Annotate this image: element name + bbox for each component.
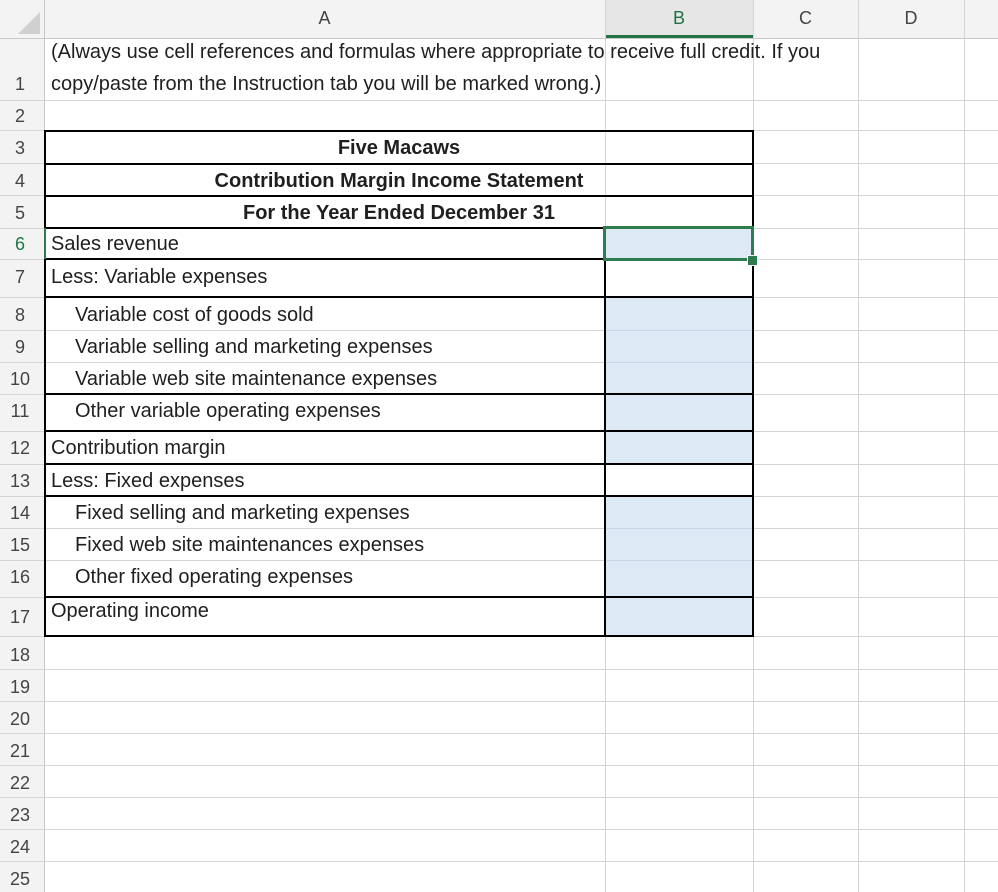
row-header-17[interactable]: 17 [9, 607, 31, 627]
column-header-d[interactable]: D [904, 8, 918, 28]
row-header-15[interactable]: 15 [9, 535, 31, 555]
row-header-6[interactable]: 6 [14, 234, 25, 254]
row-header-18[interactable]: 18 [9, 645, 31, 665]
line-item-operating-income: Operating income [51, 600, 209, 622]
select-all-triangle-icon [18, 12, 40, 34]
fill-handle[interactable] [747, 255, 758, 266]
row-header-5[interactable]: 5 [14, 203, 25, 223]
row-header-22[interactable]: 22 [9, 773, 31, 793]
column-header-c[interactable]: C [799, 8, 812, 28]
statement-period: For the Year Ended December 31 [243, 202, 555, 224]
statement-title: Contribution Margin Income Statement [214, 170, 584, 192]
row-header-4[interactable]: 4 [14, 171, 25, 191]
row-header-12[interactable]: 12 [9, 438, 31, 458]
line-item-variable-selling-marketing: Variable selling and marketing expenses [75, 336, 433, 358]
row-header-14[interactable]: 14 [9, 503, 31, 523]
row-header-25[interactable]: 25 [9, 869, 31, 889]
row-header-2[interactable]: 2 [14, 106, 25, 126]
line-item-less-fixed-expenses: Less: Fixed expenses [51, 470, 245, 492]
line-item-sales-revenue: Sales revenue [51, 233, 179, 255]
company-name: Five Macaws [337, 137, 461, 159]
instructions-line-1: (Always use cell references and formulas where appropriate to receive full credit. If you [51, 41, 821, 63]
input-cells-fixed-expenses-and-operating-income[interactable] [606, 496, 753, 636]
line-item-other-variable: Other variable operating expenses [75, 400, 381, 422]
row-header-7[interactable]: 7 [14, 267, 25, 287]
row-header-24[interactable]: 24 [9, 837, 31, 857]
row-header-21[interactable]: 21 [9, 741, 31, 761]
row-header-3[interactable]: 3 [14, 138, 25, 158]
row-header-bar [0, 38, 44, 892]
line-item-less-variable-expenses: Less: Variable expenses [51, 266, 268, 288]
row-header-16[interactable]: 16 [9, 567, 31, 587]
column-header-a[interactable]: A [318, 8, 331, 28]
line-item-variable-web-site: Variable web site maintenance expenses [75, 368, 438, 390]
instructions-line-2: copy/paste from the Instruction tab you will be marked wrong.) [51, 73, 602, 95]
input-cells-variable-expenses[interactable] [606, 297, 753, 431]
input-cell-contribution-margin[interactable] [606, 431, 753, 464]
row-header-1[interactable]: 1 [14, 74, 25, 94]
selected-cell-b6[interactable] [603, 226, 754, 261]
line-item-contribution-margin: Contribution margin [51, 437, 226, 459]
row-header-11[interactable]: 11 [10, 401, 30, 421]
active-row-marker [44, 228, 46, 259]
line-item-other-fixed: Other fixed operating expenses [75, 566, 353, 588]
line-item-fixed-selling-marketing: Fixed selling and marketing expenses [75, 502, 410, 524]
row-header-10[interactable]: 10 [9, 369, 31, 389]
column-header-b[interactable]: B [605, 0, 753, 38]
row-header-23[interactable]: 23 [9, 805, 31, 825]
row-header-8[interactable]: 8 [14, 305, 25, 325]
row-header-9[interactable]: 9 [14, 337, 25, 357]
row-header-20[interactable]: 20 [9, 709, 31, 729]
row-header-19[interactable]: 19 [9, 677, 31, 697]
row-header-13[interactable]: 13 [9, 471, 31, 491]
select-all-corner[interactable] [0, 0, 44, 38]
column-header-bar [44, 0, 998, 38]
line-item-variable-cogs: Variable cost of goods sold [75, 304, 314, 326]
line-item-fixed-web-site: Fixed web site maintenances expenses [75, 534, 425, 556]
